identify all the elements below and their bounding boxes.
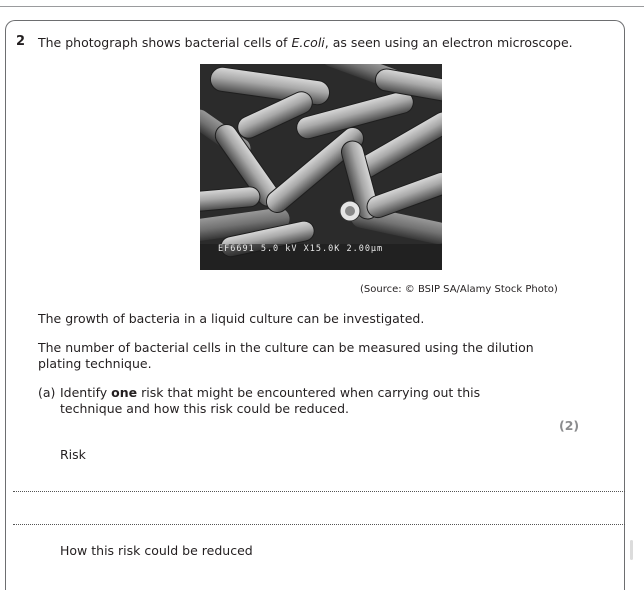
micrograph-caption-overlay: EF6691 5.0 kV X15.0K 2.00µm xyxy=(218,244,384,254)
page-top-rule xyxy=(0,0,644,7)
answer-line-1[interactable] xyxy=(13,491,625,492)
electron-micrograph-image xyxy=(200,64,442,270)
risk-reduction-label: How this risk could be reduced xyxy=(60,543,253,558)
stem-text-end: , as seen using an electron microscope. xyxy=(324,35,573,50)
part-a-text-start: Identify xyxy=(60,385,112,400)
stem-organism-name: E.coli xyxy=(291,35,325,50)
part-a-text-end: risk that might be encountered when carrying out this technique and how this risk could be reduced. xyxy=(60,385,481,416)
question-number: 2 xyxy=(16,34,26,49)
answer-line-2[interactable] xyxy=(13,524,625,525)
photo-source-credit: (Source: © BSIP SA/Alamy Stock Photo) xyxy=(360,284,558,295)
part-a-question xyxy=(60,385,540,417)
part-a-label: (a) xyxy=(38,385,56,400)
scrollbar-thumb[interactable] xyxy=(630,540,633,560)
intro-paragraph-1: The growth of bacteria in a liquid culture can be investigated. xyxy=(38,311,425,326)
intro-paragraph-2: The number of bacterial cells in the culture can be measured using the dilution plating technique. xyxy=(38,340,534,371)
risk-label: Risk xyxy=(60,447,86,462)
part-a-emphasis: one xyxy=(111,385,138,400)
stem-text-start: The photograph shows bacterial cells of xyxy=(38,35,292,50)
question-stem xyxy=(38,35,573,51)
marks-indicator: (2) xyxy=(559,418,580,433)
